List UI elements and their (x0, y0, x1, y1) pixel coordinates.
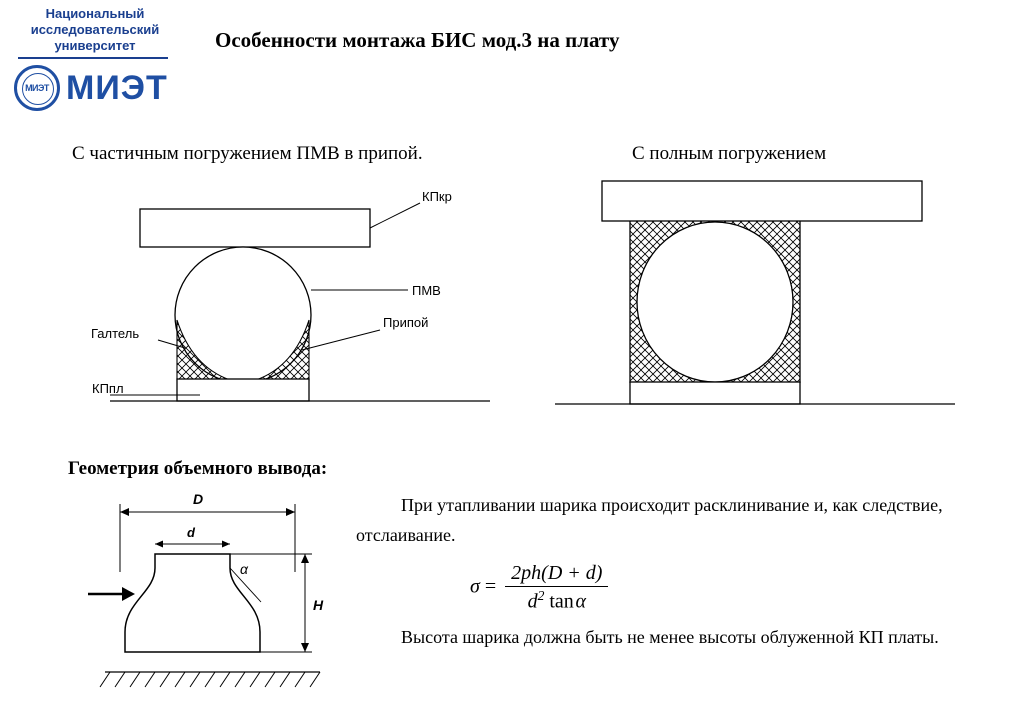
formula-sigma: σ (470, 575, 480, 598)
logo-divider (18, 57, 168, 59)
logo-wordmark: МИЭТ (66, 68, 168, 107)
logo-emblem-text: МИЭТ (25, 83, 49, 93)
label-kp-pl: КПпл (92, 381, 124, 396)
dim-arrow-d-right (222, 541, 230, 548)
leader-kp-kr (370, 203, 420, 228)
top-pad-rect (140, 209, 370, 247)
label-gaptel: Галтель (91, 326, 140, 341)
solder-ball (637, 222, 793, 382)
logo-emblem-icon (14, 65, 60, 111)
diagram-full-immersion (545, 170, 965, 430)
label-H: H (313, 597, 324, 613)
dim-arrow-H-bottom (301, 643, 309, 652)
bottom-pad-rect (177, 379, 309, 401)
diagram-partial-immersion (90, 180, 510, 430)
logo-line-3: университет (54, 38, 136, 53)
label-alpha: α (240, 561, 248, 577)
bottom-pad-rect (630, 382, 800, 404)
dim-arrow-H-top (301, 554, 309, 563)
formula-den-exponent: 2 (537, 588, 545, 603)
formula-fraction (505, 562, 608, 614)
dim-arrow-d-left (155, 541, 163, 548)
paragraph-wedging: При утапливании шарика происходит расклинивание и, как следствие, отслаивание. (356, 495, 943, 545)
logo-text-lines (14, 6, 176, 54)
formula-den-tan: tan (549, 590, 574, 613)
dim-arrow-D-right (286, 508, 295, 516)
logo-mark-row (8, 65, 188, 111)
formula-numerator: 2ph(D + d) (505, 562, 608, 587)
label-pmv: ПМВ (412, 283, 441, 298)
page-title: Особенности монтажа БИС мод.3 на плату (215, 28, 620, 52)
university-logo (8, 6, 188, 110)
label-pripoy: Припой (383, 315, 429, 330)
caption-full-immersion: С полным погружением (632, 143, 827, 164)
ground-hatching (100, 672, 320, 687)
label-d: d (187, 525, 195, 540)
formula-den-alpha: α (575, 590, 586, 613)
logo-line-2: исследовательский (30, 22, 160, 37)
force-arrow-head (122, 587, 135, 601)
label-D: D (193, 491, 204, 507)
formula-den-d: d (527, 590, 538, 613)
dim-arrow-D-left (120, 508, 129, 516)
top-pad-rect (602, 181, 922, 221)
diagram-bump-geometry (80, 482, 370, 697)
geometry-section-title: Геометрия объемного вывода: (68, 458, 328, 479)
formula-equals: = (484, 575, 497, 598)
paragraph-height: Высота шарика должна быть не менее высоты облуженной КП платы. (401, 627, 939, 647)
caption-partial-immersion: С частичным погружением ПМВ в припой. (72, 143, 423, 164)
logo-line-1: Национальный (45, 6, 145, 21)
formula-denominator (505, 587, 608, 614)
leader-pripoy (302, 330, 380, 350)
formula-stress (470, 562, 612, 614)
label-kp-kr: КПкр (422, 189, 452, 204)
